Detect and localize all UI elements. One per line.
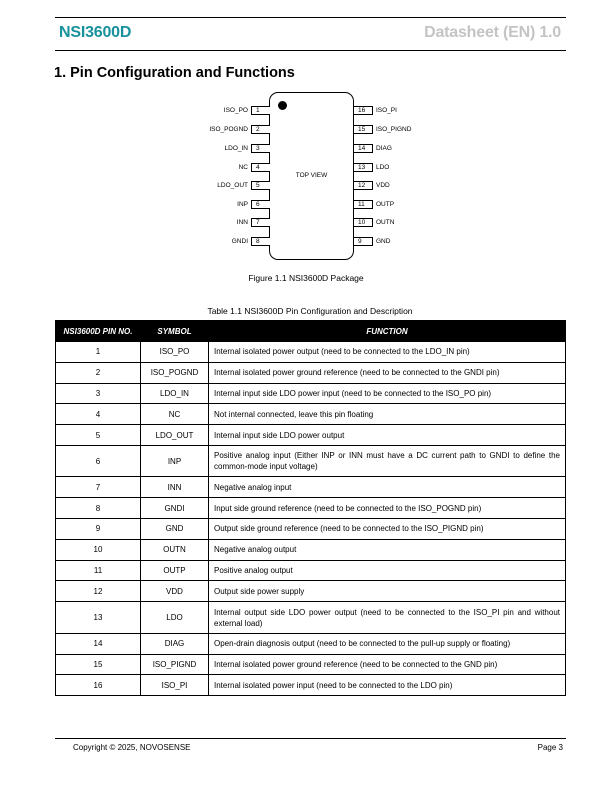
pin-label-right: LDO [376, 164, 390, 171]
figure-caption: Figure 1.1 NSI3600D Package [248, 273, 364, 283]
table-row [56, 383, 566, 404]
header-symbol: SYMBOL [141, 321, 209, 342]
header-rule-bottom [55, 50, 566, 51]
copyright: Copyright © 2025, NOVOSENSE [73, 743, 191, 752]
cell-pin-no: 4 [56, 404, 141, 425]
cell-function: Open-drain diagnosis output (need to be connected to the pull-up supply or floating) [209, 633, 566, 654]
table-row [56, 342, 566, 363]
cell-pin-no: 7 [56, 477, 141, 498]
table-row [56, 581, 566, 602]
cell-symbol: ISO_POGND [141, 362, 209, 383]
cell-function: Internal input side LDO power output [209, 425, 566, 446]
cell-symbol: ISO_PO [141, 342, 209, 363]
cell-symbol: NC [141, 404, 209, 425]
table-row [56, 519, 566, 540]
table-row [56, 498, 566, 519]
cell-symbol: ISO_PIGND [141, 654, 209, 675]
table-row [56, 445, 566, 477]
cell-function: Negative analog output [209, 539, 566, 560]
table-row [56, 425, 566, 446]
table-row [56, 675, 566, 696]
page-number: Page 3 [537, 743, 563, 752]
cell-symbol: OUTN [141, 539, 209, 560]
pin-number-left: 8 [251, 237, 270, 246]
header-function: FUNCTION [209, 321, 566, 342]
cell-pin-no: 9 [56, 519, 141, 540]
table-row [56, 633, 566, 654]
table-row [56, 404, 566, 425]
cell-function: Output side ground reference (need to be connected to the ISO_PIGND pin) [209, 519, 566, 540]
cell-symbol: GND [141, 519, 209, 540]
cell-pin-no: 6 [56, 445, 141, 477]
cell-function: Input side ground reference (need to be connected to the ISO_POGND pin) [209, 498, 566, 519]
document-title: Datasheet (EN) 1.0 [424, 24, 561, 41]
table-row [56, 560, 566, 581]
cell-function: Positive analog output [209, 560, 566, 581]
cell-symbol: OUTP [141, 560, 209, 581]
pin-number-left: 1 [251, 106, 270, 115]
pin-number-right: 14 [354, 144, 373, 153]
cell-pin-no: 2 [56, 362, 141, 383]
cell-function: Internal input side LDO power input (need to be connected to the ISO_PO pin) [209, 383, 566, 404]
pin-label-left: NC [238, 164, 248, 171]
pin-number-right: 9 [354, 237, 373, 246]
cell-symbol: DIAG [141, 633, 209, 654]
pin-label-left: LDO_IN [224, 145, 248, 152]
table-header-row [56, 321, 566, 342]
pin-label-right: ISO_PI [376, 107, 397, 114]
pin-number-left: 2 [251, 125, 270, 134]
pin-number-left: 3 [251, 144, 270, 153]
cell-symbol: LDO_OUT [141, 425, 209, 446]
pin-label-right: OUTN [376, 219, 395, 226]
cell-function: Internal isolated power ground reference (need to be connected to the GND pin) [209, 654, 566, 675]
pin-table [55, 320, 566, 696]
cell-function: Output side power supply [209, 581, 566, 602]
table-row [56, 602, 566, 634]
pin-number-right: 16 [354, 106, 373, 115]
product-name: NSI3600D [59, 24, 132, 41]
cell-function: Internal output side LDO power output (need to be connected to the ISO_PI pin and without external load) [209, 602, 566, 634]
pin-label-left: ISO_PO [223, 107, 248, 114]
pin-label-left: INN [236, 219, 248, 226]
cell-function: Internal isolated power output (need to be connected to the LDO_IN pin) [209, 342, 566, 363]
cell-pin-no: 5 [56, 425, 141, 446]
table-row [56, 477, 566, 498]
cell-symbol: ISO_PI [141, 675, 209, 696]
pin1-marker-icon [278, 101, 287, 110]
pin-label-right: DIAG [376, 145, 392, 152]
pin-number-right: 11 [354, 200, 373, 209]
pin-number-left: 7 [251, 218, 270, 227]
pin-label-right: OUTP [376, 201, 395, 208]
cell-pin-no: 11 [56, 560, 141, 581]
cell-pin-no: 1 [56, 342, 141, 363]
cell-symbol: VDD [141, 581, 209, 602]
cell-function: Negative analog input [209, 477, 566, 498]
pin-label-left: INP [237, 201, 248, 208]
cell-symbol: INN [141, 477, 209, 498]
pin-number-right: 13 [354, 163, 373, 172]
pin-number-right: 12 [354, 181, 373, 190]
pin-label-right: GND [376, 238, 391, 245]
cell-function: Internal isolated power ground reference (need to be connected to the GNDI pin) [209, 362, 566, 383]
pin-number-left: 6 [251, 200, 270, 209]
cell-pin-no: 15 [56, 654, 141, 675]
cell-symbol: LDO [141, 602, 209, 634]
table-row [56, 539, 566, 560]
pin-label-right: VDD [376, 182, 390, 189]
pin-label-left: LDO_OUT [217, 182, 248, 189]
cell-function: Internal isolated power input (need to be connected to the LDO pin) [209, 675, 566, 696]
cell-pin-no: 13 [56, 602, 141, 634]
pin-label-left: ISO_POGND [209, 126, 248, 133]
table-row [56, 362, 566, 383]
cell-pin-no: 8 [56, 498, 141, 519]
cell-pin-no: 14 [56, 633, 141, 654]
table-caption: Table 1.1 NSI3600D Pin Configuration and Description [207, 306, 413, 316]
cell-function: Positive analog input (Either INP or INN must have a DC current path to GNDI to define the common-mode input voltage) [209, 445, 566, 477]
cell-function: Not internal connected, leave this pin floating [209, 404, 566, 425]
pin-number-right: 10 [354, 218, 373, 227]
cell-pin-no: 16 [56, 675, 141, 696]
table-row [56, 654, 566, 675]
cell-symbol: INP [141, 445, 209, 477]
pin-label-right: ISO_PIGND [376, 126, 412, 133]
cell-pin-no: 10 [56, 539, 141, 560]
header-rule-top [55, 17, 566, 18]
section-title: 1. Pin Configuration and Functions [54, 65, 295, 81]
pin-number-right: 15 [354, 125, 373, 134]
package-view-label: TOP VIEW [295, 172, 328, 179]
cell-pin-no: 12 [56, 581, 141, 602]
header-pin-no: NSI3600D PIN NO. [56, 321, 141, 342]
cell-symbol: LDO_IN [141, 383, 209, 404]
cell-pin-no: 3 [56, 383, 141, 404]
footer-rule [55, 738, 566, 739]
pin-number-left: 5 [251, 181, 270, 190]
pin-label-left: GNDI [231, 238, 248, 245]
pin-number-left: 4 [251, 163, 270, 172]
cell-symbol: GNDI [141, 498, 209, 519]
